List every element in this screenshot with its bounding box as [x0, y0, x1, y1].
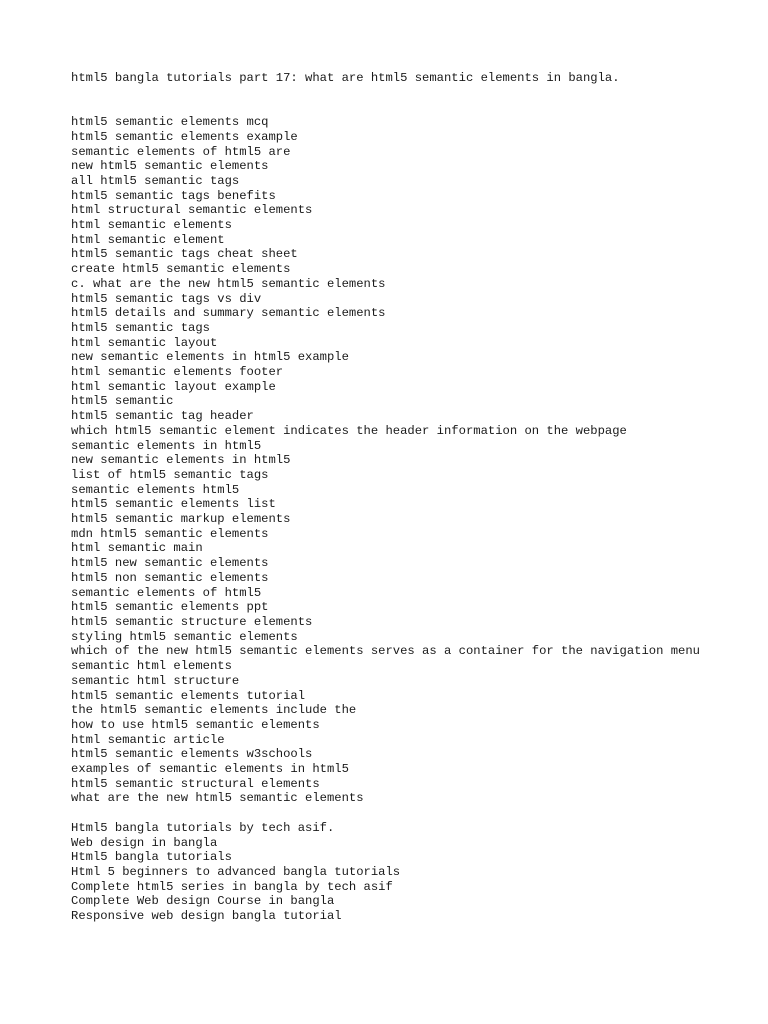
- spacer: [71, 806, 711, 821]
- footer-line: Responsive web design bangla tutorial: [71, 909, 342, 924]
- keyword-line: html semantic layout example: [71, 379, 276, 394]
- footer-line: Html 5 beginners to advanced bangla tutorials: [71, 864, 401, 879]
- keyword-line: semantic html structure: [71, 673, 240, 688]
- keyword-line: html structural semantic elements: [71, 203, 313, 218]
- keyword-line: html5 semantic elements ppt: [71, 600, 269, 615]
- keyword-line: html5 semantic elements tutorial: [71, 688, 306, 703]
- keyword-line: semantic elements html5: [71, 482, 240, 497]
- keyword-line: html5 semantic elements list: [71, 497, 276, 512]
- footer-lines: [71, 821, 711, 924]
- keyword-line: all html5 semantic tags: [71, 173, 240, 188]
- document-title: html5 bangla tutorials part 17: what are html5 semantic elements in bangla.: [71, 71, 620, 85]
- keyword-line: html5 semantic tags: [71, 320, 210, 335]
- keyword-line: examples of semantic elements in html5: [71, 762, 349, 777]
- keyword-line: html5 semantic elements mcq: [71, 115, 269, 130]
- keyword-line: semantic html elements: [71, 659, 232, 674]
- keyword-line: html semantic layout: [71, 335, 218, 350]
- keyword-line: html semantic article: [71, 732, 225, 747]
- keyword-line: new semantic elements in html5 example: [71, 350, 349, 365]
- keyword-line: html semantic main: [71, 541, 203, 556]
- keyword-line: html semantic elements footer: [71, 365, 284, 380]
- keyword-line: html5 semantic elements w3schools: [71, 747, 313, 762]
- keyword-line: which of the new html5 semantic elements serves as a container for the navigation menu: [71, 644, 700, 659]
- keyword-line: new html5 semantic elements: [71, 159, 269, 174]
- footer-line: Complete Web design Course in bangla: [71, 894, 335, 909]
- keyword-line: html semantic elements: [71, 218, 232, 233]
- document-page: [71, 71, 711, 924]
- keyword-line: c. what are the new html5 semantic elements: [71, 276, 386, 291]
- keyword-line: html semantic element: [71, 232, 225, 247]
- keyword-line: html5 semantic elements example: [71, 129, 298, 144]
- keyword-line: html5 new semantic elements: [71, 556, 269, 571]
- keyword-line: mdn html5 semantic elements: [71, 526, 269, 541]
- keyword-line: list of html5 semantic tags: [71, 467, 269, 482]
- keyword-line: semantic elements of html5 are: [71, 144, 291, 159]
- keyword-line: new semantic elements in html5: [71, 453, 291, 468]
- keyword-line: html5 semantic: [71, 394, 174, 409]
- footer-line: Complete html5 series in bangla by tech asif: [71, 879, 393, 894]
- footer-line: Html5 bangla tutorials by tech asif.: [71, 820, 335, 835]
- keyword-line: html5 semantic tag header: [71, 409, 254, 424]
- keyword-line: which html5 semantic element indicates the header information on the webpage: [71, 423, 627, 438]
- keyword-line: semantic elements of html5: [71, 585, 262, 600]
- footer-line: Web design in bangla: [71, 835, 218, 850]
- keyword-line: html5 semantic tags vs div: [71, 291, 262, 306]
- keyword-line: html5 details and summary semantic elements: [71, 306, 386, 321]
- keyword-line: create html5 semantic elements: [71, 262, 291, 277]
- keyword-line: the html5 semantic elements include the: [71, 703, 357, 718]
- keyword-line: html5 non semantic elements: [71, 570, 269, 585]
- keyword-list: [71, 115, 711, 806]
- keyword-line: html5 semantic tags cheat sheet: [71, 247, 298, 262]
- keyword-line: semantic elements in html5: [71, 438, 262, 453]
- spacer: [71, 86, 711, 115]
- footer-line: Html5 bangla tutorials: [71, 850, 232, 865]
- keyword-line: html5 semantic structure elements: [71, 615, 313, 629]
- keyword-line: what are the new html5 semantic elements: [71, 791, 364, 806]
- keyword-line: styling html5 semantic elements: [71, 629, 298, 644]
- keyword-line: how to use html5 semantic elements: [71, 717, 320, 732]
- keyword-line: html5 semantic tags benefits: [71, 188, 276, 203]
- keyword-line: html5 semantic markup elements: [71, 512, 291, 527]
- keyword-line: html5 semantic structural elements: [71, 776, 320, 791]
